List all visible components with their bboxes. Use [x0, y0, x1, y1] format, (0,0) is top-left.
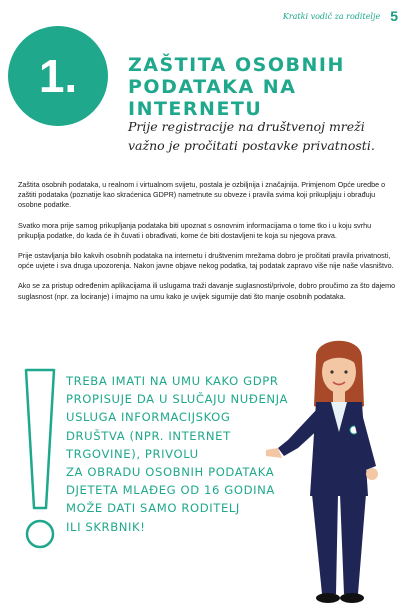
woman-presenter-illustration — [264, 336, 408, 608]
callout-line: TRGOVINE), PRIVOLU — [66, 446, 199, 461]
paragraph: Ako se za pristup određenim aplikacijama ili uslugama traži davanje suglasnosti/privole, dobro proučimo za što dajemo suglasnost (npr. za lociranje) i imajmo na umu kako je uvijek sigurnije dati što manje osobnih podataka. — [18, 281, 396, 301]
body-text — [18, 180, 396, 312]
exclamation-mark-icon — [22, 366, 58, 556]
header-title: Kratki vodič za roditelje — [282, 11, 381, 21]
callout-line: DJETETA MLAĐEG OD 16 GODINA — [66, 483, 275, 498]
section-number-badge — [8, 26, 108, 126]
paragraph: Prije ostavljanja bilo kakvih osobnih podataka na internetu i društvenim mrežama dobro je pročitati pravila privatnosti, opće uvjete i sva druga upozorenja. Nakon javne objave nekog podatka, taj podatak zapravo više nije naše vlasništvo. — [18, 251, 394, 271]
callout-line: MOŽE DATI SAMO RODITELJ — [66, 501, 240, 516]
callout-line: USLUGA INFORMACIJSKOG — [66, 410, 231, 425]
page-header — [283, 8, 398, 24]
section-title: ZAŠTITA OSOBNIH PODATAKA NA INTERNETU — [128, 54, 345, 120]
callout-line: ILI SKRBNIK! — [66, 519, 146, 534]
page-number: 5 — [390, 8, 398, 24]
callout-line: PROPISUJE DA U SLUČAJU NUĐENJA — [66, 392, 288, 407]
callout-line: ZA OBRADU OSOBNIH PODATAKA — [66, 465, 275, 480]
paragraph: Zaštita osobnih podataka, u realnom i virtualnom svijetu, postala je ozbiljnija i značajnija. Primjenom Opće uredbe o zaštiti podataka (poznatije kao skraćenica GDPR) nametnute su obveze i pravila svima koji prikupljaju i obrađuju osobne podatke. — [18, 180, 386, 210]
callout-line: TREBA IMATI NA UMU KAKO GDPR — [66, 374, 279, 388]
paragraph: Svatko mora prije samog prikupljanja podataka biti upoznat s osnovnim informacijama o tome tko i u koju svrhu prikuplja podatke, do kada će ih čuvati i obrađivati, kome će biti dostavljeni te koja su njegova prava. — [18, 220, 372, 240]
section-subtitle: Prije registracije na društvenoj mreži važno je pročitati postavke privatnosti. — [128, 119, 375, 153]
section-number: 1. — [38, 50, 78, 102]
callout-line: DRUŠTVA (NPR. INTERNET — [66, 428, 231, 443]
